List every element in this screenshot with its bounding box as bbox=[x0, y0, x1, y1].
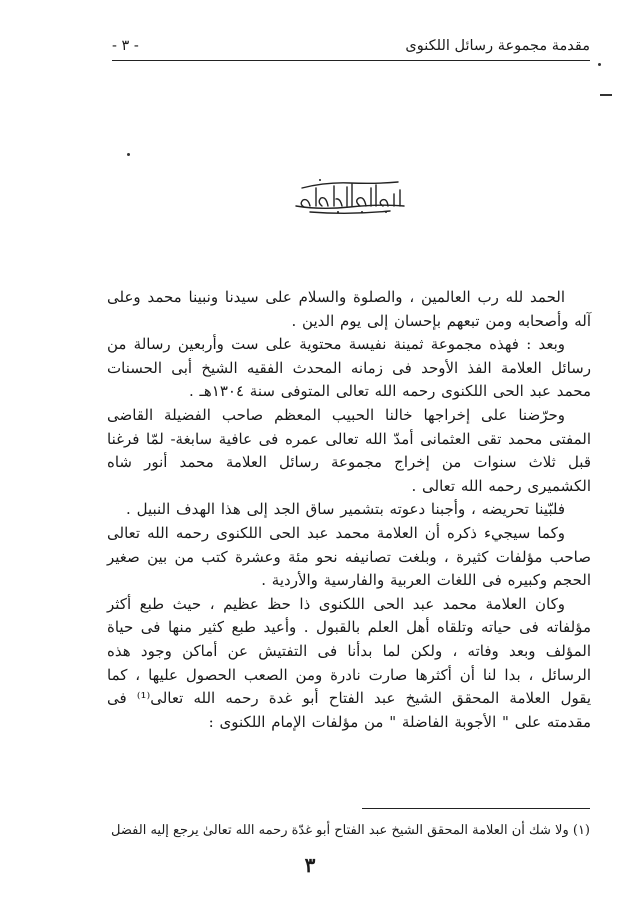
margin-dash bbox=[600, 94, 612, 96]
paragraph-response: فلبّينا تحريضه ، وأجبنا دعوته بتشمير ساق الجد إلى هذا الهدف النبيل . bbox=[126, 500, 565, 519]
paragraph-encouragement: وحرّضنا على إخراجها خالنا الحبيب المعظم صاحب الفضيلة القاضى المفتى محمد تقى العثمانى أمدّ الله تعالى عمره فى عافية سابغة- لمّا فرغنا قبل ثلاث سنوات من إخراج مجموعة رسائل العلامة محمد أنور شاه الكشميرى رحمه الله تعالى . bbox=[107, 405, 591, 495]
margin-dot bbox=[598, 63, 601, 66]
body-text bbox=[107, 286, 591, 734]
running-header-title: مقدمة مجموعة رسائل اللكنوى bbox=[405, 38, 590, 54]
folio-page-number: ٣ bbox=[304, 853, 316, 877]
running-header bbox=[112, 34, 590, 58]
header-rule bbox=[112, 60, 590, 61]
paragraph-introduction: وبعد : فهذه مجموعة ثمينة نفيسة محتوية على ست وأربعين رسالة من رسائل العلامة الفذ الأوحد فى زمانه المحدث الفقيه الشيخ أبى الحسنات محمد عبد الحى اللكنوى رحمه الله تعالى المتوفى سنة ١٣٠٤هـ . bbox=[107, 335, 591, 401]
paragraph-author-works: وكما سيجيء ذكره أن العلامة محمد عبد الحى اللكنوى رحمه الله تعالى صاحب مؤلفات كثيرة ، وبلغت تصانيفه نحو مئة وعشرة كتب من بين صغير الحجم وكبيره فى اللغات العربية والفارسية والأردية . bbox=[107, 523, 591, 590]
stray-dot bbox=[127, 153, 130, 156]
basmala-calligraphy-icon bbox=[290, 176, 410, 216]
paragraph-praise: الحمد لله رب العالمين ، والصلوة والسلام على سيدنا ونبينا محمد وعلى آله وأصحابه ومن تبعهم بإحسان إلى يوم الدين . bbox=[107, 288, 591, 330]
running-header-page-number: - ٣ - bbox=[112, 38, 139, 54]
footnote: (١) ولا شك أن العلامة المحقق الشيخ عبد الفتاح أبو غدّة رحمه الله تعالىٰ يرجع إليه الفضل bbox=[111, 823, 590, 838]
footnote-rule bbox=[362, 808, 590, 809]
paragraph-rarity: وكان العلامة محمد عبد الحى اللكنوى ذا حظ عظيم ، حيث طبع أكثر مؤلفاته فى حياته وتلقاه أهل العلم بالقبول . وأعيد طبع كثير منها فى حياة المؤلف وبعد وفاته ، ولكن لما بدأنا فى التفتيش عن أماكن وجود هذه الرسائل ، بدا لنا أن أكثرها صارت نادرة ومن الصعب الحصول عليها ، كما يقول العلامة المحقق الشيخ عبد الفتاح أبو غدة رحمه الله تعالى⁽¹⁾ فى مقدمته على " الأجوبة الفاضلة " من مؤلفات الإمام اللكنوى : bbox=[107, 594, 591, 731]
